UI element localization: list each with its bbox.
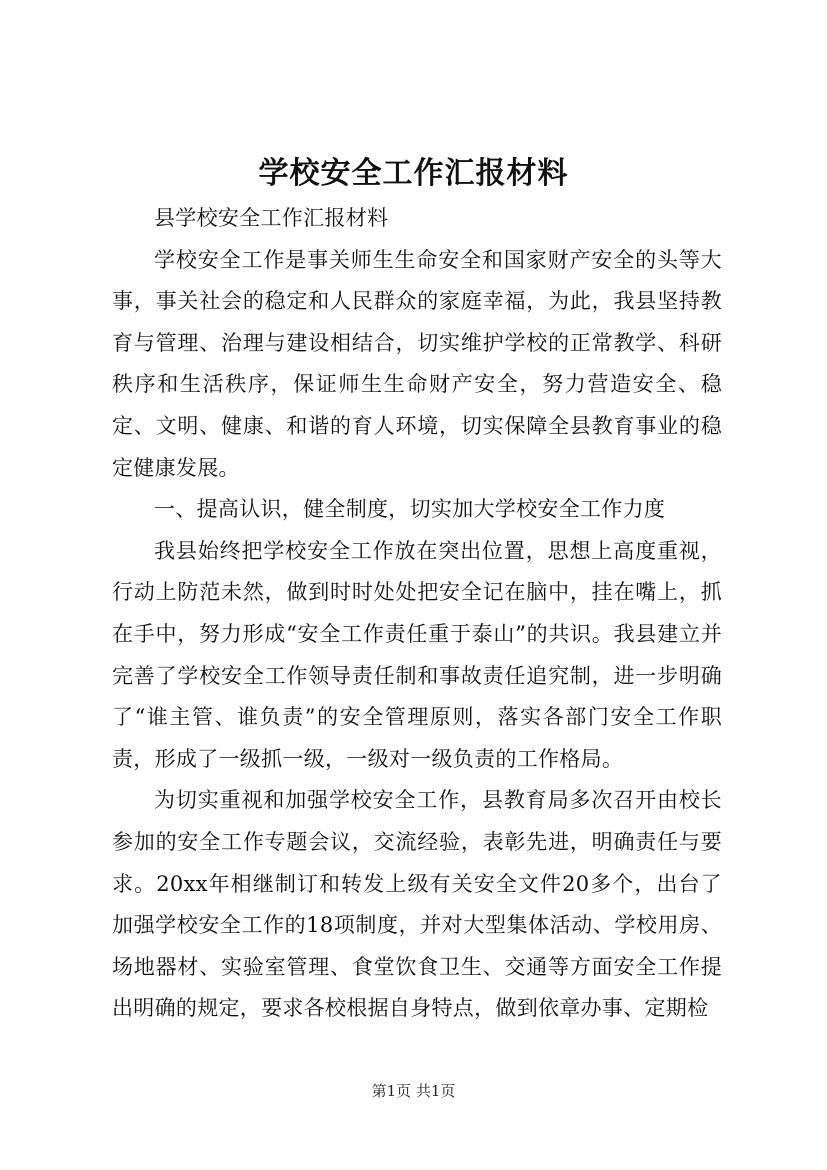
intro-paragraph: 学校安全工作是事关师生生命安全和国家财产安全的头等大事，事关社会的稳定和人民群众的家庭幸福，为此，我县坚持教育与管理、治理与建设相结合，切实维护学校的正常教学、科研秩序和生活秩序，保证师生生命财产安全，努力营造安全、稳定、文明、健康、和谐的育人环境，切实保障全县教育事业的稳定健康发展。 [112,247,722,480]
page-number-footer: 第1页 共1页 [371,1082,456,1100]
document-title: 学校安全工作汇报材料 [258,156,569,191]
body-paragraph: 我县始终把学校安全工作放在突出位置，思想上高度重视，行动上防范未然，做到时时处处把安全记在脑中，挂在嘴上，抓在手中，努力形成“安全工作责任重于泰山”的共识。我县建立并完善了学校安全工作领导责任制和事故责任追究制，进一步明确了“谁主管、谁负责”的安全管理原则，落实各部门安全工作职责，形成了一级抓一级，一级对一级负责的工作格局。 [112,538,722,771]
document-body [112,198,722,1030]
subtitle-paragraph: 县学校安全工作汇报材料 [154,206,389,230]
section-heading: 一、提高认识，健全制度，切实加大学校安全工作力度 [154,497,666,522]
body-paragraph: 为切实重视和加强学校安全工作，县教育局多次召开由校长参加的安全工作专题会议，交流经验，表彰先进，明确责任与要求。20xx年相继制订和转发上级有关安全文件20多个，出台了加强学校安全工作的18项制度，并对大型集体活动、学校用房、场地器材、实验室管理、食堂饮食卫生、交通等方面安全工作提出明确的规定，要求各校根据自身特点，做到依章办事、定期检 [112,788,722,1021]
